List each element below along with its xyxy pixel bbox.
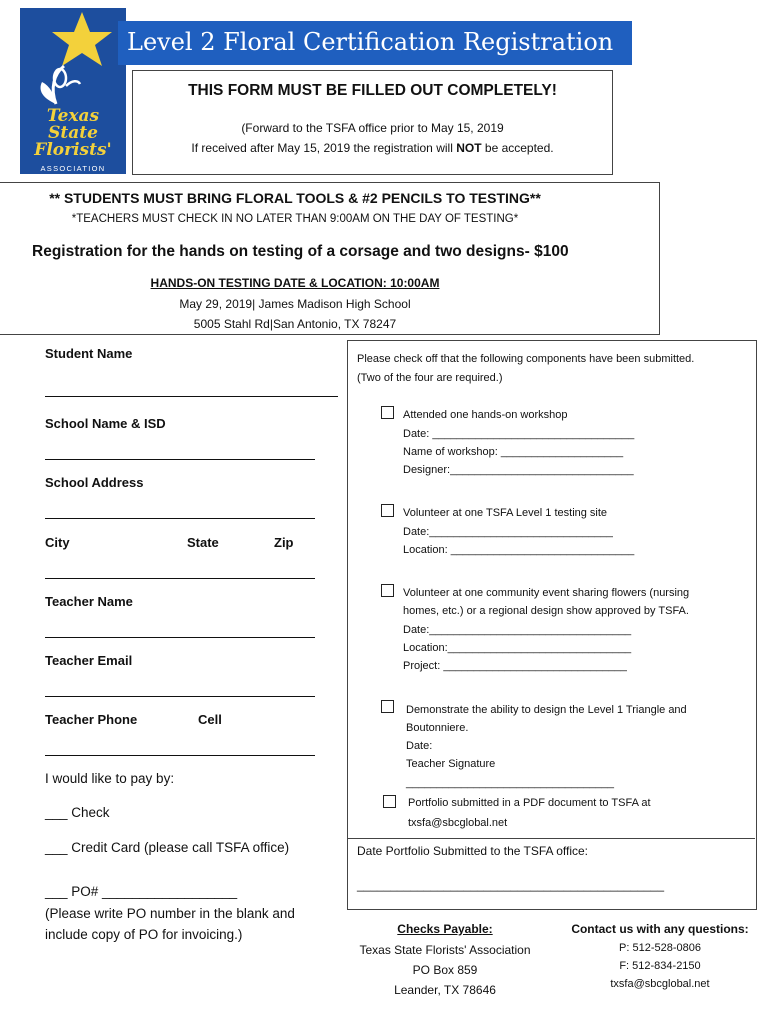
registration-line: Registration for the hands on testing of a corsage and two designs- $100 — [32, 243, 569, 260]
components-intro-2: (Two of the four are required.) — [357, 372, 503, 384]
teacher-email-field[interactable] — [45, 696, 315, 697]
volunteer-testing-location[interactable]: Location: ______________________________ — [403, 544, 635, 556]
pay-check-option[interactable]: ___ Check — [45, 805, 110, 820]
portfolio-date-label: Date Portfolio Submitted to the TSFA office: — [357, 844, 589, 858]
date-location-heading: HANDS-ON TESTING DATE & LOCATION: 10:00AM — [150, 276, 440, 290]
checks-payable-heading: Checks Payable: — [397, 922, 493, 936]
teachers-note: *TEACHERS MUST CHECK IN NO LATER THAN 9:00AM ON THE DAY OF TESTING* — [71, 213, 519, 225]
logo-association: ASSOCIATION — [40, 164, 106, 173]
community-event-location[interactable]: Location:______________________________ — [403, 642, 632, 654]
school-address-field[interactable] — [45, 518, 315, 519]
po-note-2: include copy of PO for invoicing.) — [45, 927, 243, 942]
students-note: ** STUDENTS MUST BRING FLORAL TOOLS & #2 PENCILS TO TESTING** — [49, 190, 541, 206]
teacher-phone-label: Teacher Phone — [45, 712, 138, 727]
components-divider — [347, 838, 755, 839]
workshop-date[interactable]: Date: _________________________________ — [403, 428, 635, 440]
school-address-label: School Address — [45, 475, 144, 490]
demonstrate-date[interactable]: Date: — [406, 740, 433, 752]
page-title: Level 2 Floral Certification Registration — [127, 28, 614, 56]
community-event-label-2: homes, etc.) or a regional design show approved by TSFA. — [403, 605, 689, 617]
school-name-label: School Name & ISD — [45, 416, 166, 431]
teacher-signature-line[interactable]: __________________________________ — [406, 777, 615, 789]
demonstrate-checkbox[interactable] — [381, 700, 394, 713]
city-label: City — [45, 535, 70, 550]
notice-line-1: (Forward to the TSFA office prior to May 15, 2019 — [241, 121, 504, 135]
logo-wordmark: Texas State Florists' — [34, 106, 112, 160]
po-note-1: (Please write PO number in the blank and — [45, 906, 295, 921]
notice-heading: THIS FORM MUST BE FILLED OUT COMPLETELY! — [188, 82, 557, 99]
contact-heading: Contact us with any questions: — [571, 922, 749, 936]
volunteer-testing-date[interactable]: Date:______________________________ — [403, 526, 613, 538]
portfolio-label-1: Portfolio submitted in a PDF document to TSFA at — [408, 797, 651, 809]
pay-credit-card-option[interactable]: ___ Credit Card (please call TSFA office) — [45, 840, 290, 855]
demonstrate-label-1: Demonstrate the ability to design the Level 1 Triangle and — [406, 704, 687, 716]
pay-po-option[interactable]: ___ PO# __________________ — [45, 884, 238, 899]
payee-po-box: PO Box 859 — [412, 963, 478, 977]
notice-line-2: If received after May 15, 2019 the registration will NOT be accepted. — [191, 141, 554, 155]
state-label: State — [187, 535, 219, 550]
community-event-project[interactable]: Project: ______________________________ — [403, 660, 627, 672]
teacher-name-field[interactable] — [45, 637, 315, 638]
volunteer-testing-label: Volunteer at one TSFA Level 1 testing site — [403, 507, 608, 519]
community-event-label-1: Volunteer at one community event sharing flowers (nursing — [403, 587, 690, 599]
workshop-checkbox[interactable] — [381, 406, 394, 419]
city-state-zip-field[interactable] — [45, 578, 315, 579]
teacher-email-label: Teacher Email — [45, 653, 133, 668]
teacher-name-label: Teacher Name — [45, 594, 133, 609]
portfolio-email: txsfa@sbcglobal.net — [408, 817, 508, 829]
teacher-signature-label: Teacher Signature — [406, 758, 496, 770]
testing-date-place: May 29, 2019| James Madison High School — [179, 297, 411, 311]
pay-by-label: I would like to pay by: — [45, 771, 175, 786]
contact-phone: P: 512-528-0806 — [619, 942, 701, 954]
payee-city: Leander, TX 78646 — [394, 983, 496, 997]
tsfa-logo — [20, 8, 126, 174]
zip-label: Zip — [274, 535, 294, 550]
workshop-name[interactable]: Name of workshop: ____________________ — [403, 446, 624, 458]
teacher-phone-field[interactable] — [45, 755, 315, 756]
community-event-checkbox[interactable] — [381, 584, 394, 597]
student-name-field[interactable] — [45, 396, 338, 397]
payee-name: Texas State Florists' Association — [359, 943, 531, 957]
school-name-field[interactable] — [45, 459, 315, 460]
contact-email[interactable]: txsfa@sbcglobal.net — [610, 978, 710, 990]
workshop-label: Attended one hands-on workshop — [403, 409, 568, 421]
workshop-designer[interactable]: Designer:______________________________ — [403, 464, 634, 476]
portfolio-checkbox[interactable] — [383, 795, 396, 808]
volunteer-testing-checkbox[interactable] — [381, 504, 394, 517]
contact-fax: F: 512-834-2150 — [619, 960, 701, 972]
portfolio-date-field[interactable]: ______________________________________________ — [357, 878, 664, 892]
components-intro-1: Please check off that the following components have been submitted. — [357, 353, 695, 365]
community-event-date[interactable]: Date:_________________________________ — [403, 624, 632, 636]
demonstrate-label-2: Boutonniere. — [406, 722, 469, 734]
student-name-label: Student Name — [45, 346, 133, 361]
cell-label: Cell — [198, 712, 222, 727]
testing-address: 5005 Stahl Rd|San Antonio, TX 78247 — [193, 317, 397, 331]
